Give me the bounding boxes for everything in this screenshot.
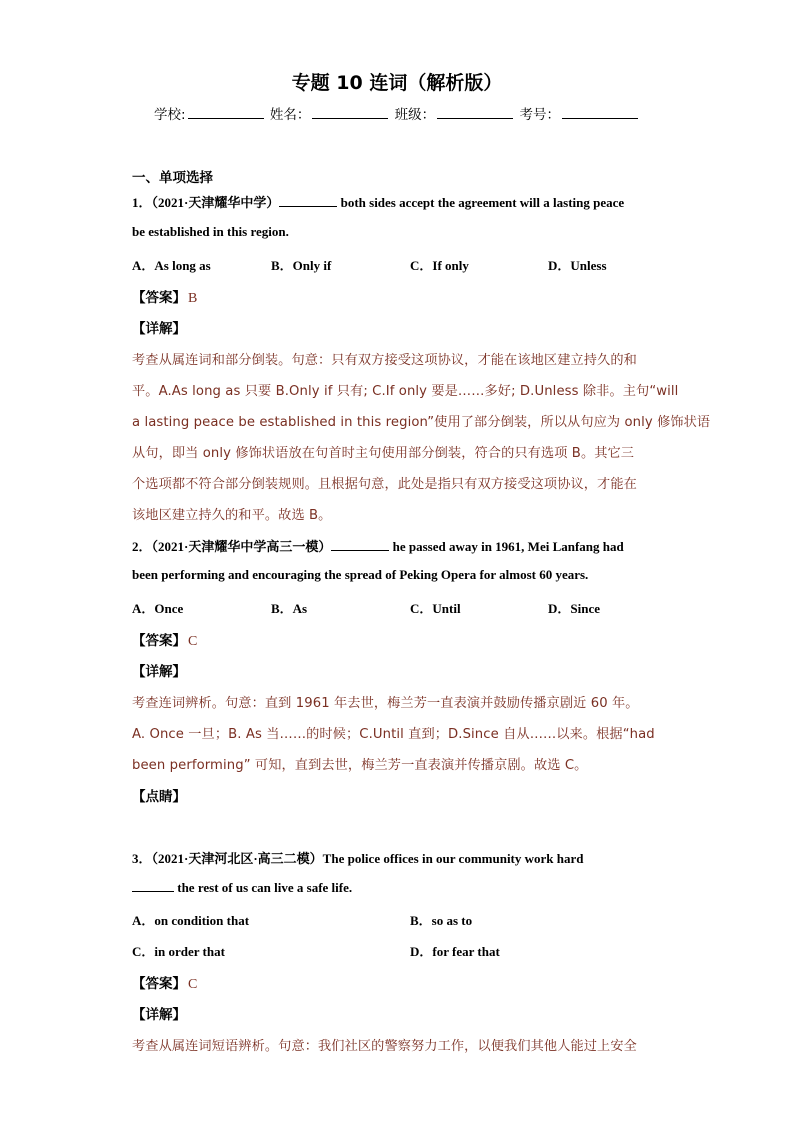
student-info-line [0, 103, 794, 123]
q1-explanation-line: 考查从属连词和部分倒装。句意：只有双方接受这项协议，才能在该地区建立持久的和 [132, 353, 637, 368]
q3-answer [132, 972, 197, 993]
q3-stem-line1: 3．（2021·天津河北区·高三二模）The police offices in our community work hard [132, 851, 584, 866]
q2-answer-label: 【答案】 [132, 633, 186, 649]
class-label: 班级： [394, 107, 436, 123]
q3-answer-label: 【答案】 [132, 976, 186, 992]
class-blank[interactable] [437, 106, 513, 119]
name-blank[interactable] [312, 106, 388, 119]
q1-answer [132, 286, 197, 307]
q1-answer-label: 【答案】 [132, 290, 186, 306]
q2-answer-value: C [188, 634, 198, 649]
page-title: 专题 10 连词（解析版） [291, 72, 503, 94]
q2-explanation-line: 考查连词辨析。句意：直到 1961 年去世，梅兰芳一直表演并鼓励传播京剧近 60 年。 [132, 696, 639, 711]
q3-detail-label: 【详解】 [132, 1007, 186, 1023]
q1-explanation-line: 从句，即当 only 修饰状语放在句首时主句使用部分倒装，符合的只有选项 B。其它三 [132, 446, 635, 461]
q3-blank [132, 879, 174, 892]
q3-option-b: B．so as to [410, 913, 473, 928]
q3-option-c: C．in order that [132, 944, 225, 959]
q1-option-c: C．If only [410, 258, 469, 273]
q2-stem-line1 [132, 536, 624, 555]
q2-stem-line2: been performing and encouraging the spread of Peking Opera for almost 60 years. [132, 567, 589, 582]
exam-no-blank[interactable] [562, 106, 638, 119]
q3-explanation-line: 考查从属连词短语辨析。句意：我们社区的警察努力工作，以便我们其他人能过上安全 [132, 1039, 637, 1054]
q1-stem-line1 [132, 192, 624, 211]
name-label: 姓名： [269, 107, 311, 123]
q3-option-a: A．on condition that [132, 913, 250, 928]
q3-stem-line2 [132, 879, 352, 896]
q2-option-a: A．Once [132, 601, 184, 616]
q1-stem-suffix: both sides accept the agreement will a lasting peace [337, 195, 625, 210]
q1-stem-prefix: 1．（2021·天津耀华中学） [132, 195, 280, 210]
q1-answer-value: B [188, 291, 198, 306]
exam-no-label: 考号： [519, 107, 560, 123]
q2-explanation-line: been performing” 可知，直到去世，梅兰芳一直表演并传播京剧。故选 C。 [132, 758, 588, 773]
q1-blank [279, 194, 337, 207]
q1-detail-label: 【详解】 [132, 321, 186, 337]
q1-explanation-line: 平。A.As long as 只要 B.Only if 只有; C.If only 要是……多好; D.Unless 除非。主句“will [132, 384, 679, 399]
q1-explanation-line: a lasting peace be established in this region”使用了部分倒装，所以从句应为 only 修饰状语 [132, 415, 711, 430]
q1-stem-line2: be established in this region. [132, 224, 289, 239]
q2-answer [132, 629, 197, 650]
q1-explanation-line: 该地区建立持久的和平。故选 B。 [132, 508, 332, 523]
q2-detail-label: 【详解】 [132, 664, 186, 680]
q2-comment-label: 【点睛】 [132, 789, 186, 805]
q3-stem-suffix: the rest of us can live a safe life. [174, 880, 353, 895]
q2-blank [331, 538, 389, 551]
q2-option-d: D．Since [548, 601, 601, 616]
q1-option-d: D．Unless [548, 258, 607, 273]
q3-option-d: D．for fear that [410, 944, 500, 959]
school-label: 学校: [154, 107, 186, 123]
section-title: 一、单项选择 [132, 170, 213, 186]
q2-stem-prefix: 2．（2021·天津耀华中学高三一模） [132, 539, 332, 554]
q1-explanation-line: 个选项都不符合部分倒装规则。且根据句意，此处是指只有双方接受这项协议，才能在 [132, 477, 637, 492]
school-blank[interactable] [188, 106, 264, 119]
q1-option-b: B．Only if [271, 258, 332, 273]
q3-answer-value: C [188, 977, 198, 992]
q1-option-a: A．As long as [132, 258, 211, 273]
q2-explanation-line: A. Once 一旦；B. As 当……的时候；C.Until 直到；D.Since 自从……以来。根据“had [132, 727, 655, 742]
q2-option-c: C．Until [410, 601, 461, 616]
q2-option-b: B．As [271, 601, 308, 616]
q2-stem-suffix: he passed away in 1961, Mei Lanfang had [389, 539, 624, 554]
